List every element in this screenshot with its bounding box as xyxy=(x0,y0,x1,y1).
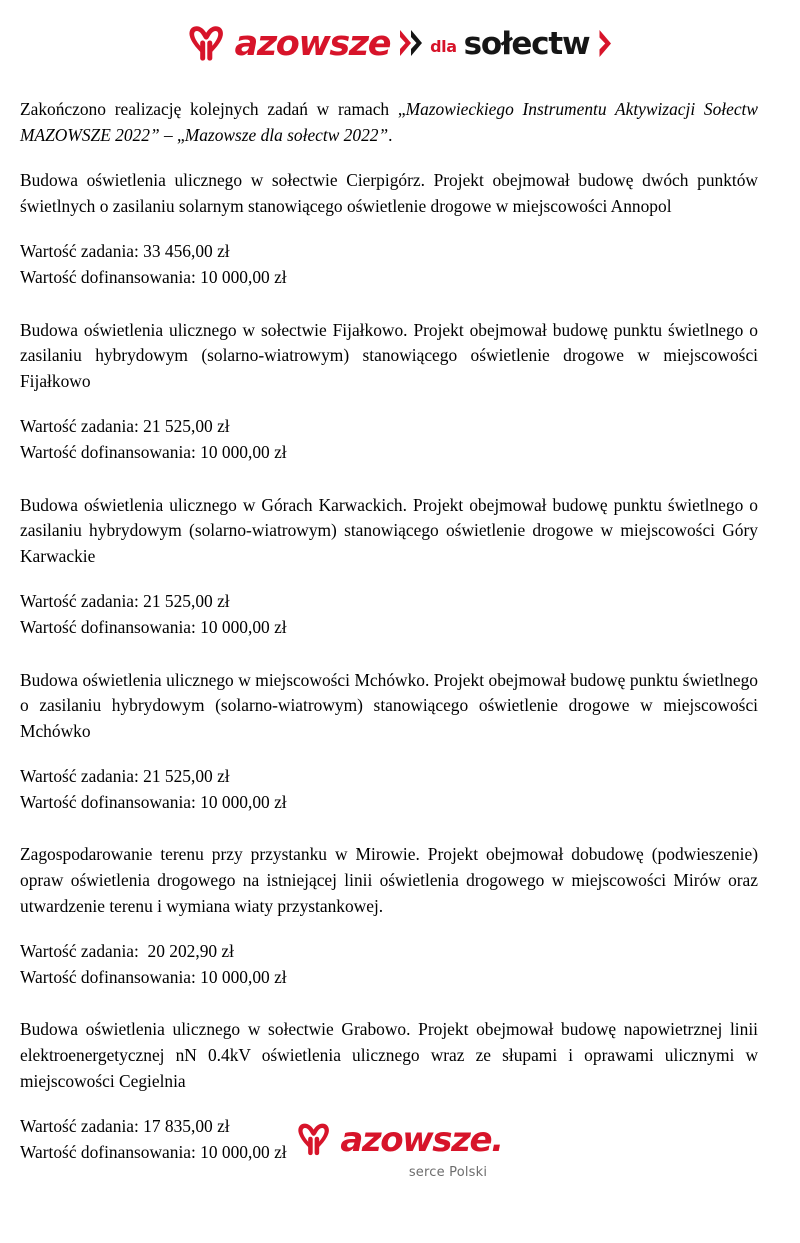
intro-text-before: Zakończono realizację kolejnych zadań w ramach xyxy=(20,99,398,119)
value-task: Wartość zadania: 21 525,00 zł xyxy=(20,416,230,437)
project-values xyxy=(20,414,758,465)
project-description: Budowa oświetlenia ulicznego w miejscowości Mchówko. Projekt obejmował budowę punktu świetlnego o zasilaniu hybrydowym (solarno-wiatrowym) stanowiącego oświetlenie drogowe w miejscowości Mchówko xyxy=(20,669,758,741)
project-block xyxy=(20,318,758,466)
footer-logo xyxy=(0,1116,800,1192)
intro-quote-open-2: „ xyxy=(177,124,185,145)
value-task: Wartość zadania: 21 525,00 zł xyxy=(20,591,230,612)
intro-period: . xyxy=(388,124,393,145)
value-funding: Wartość dofinansowania: 10 000,00 zł xyxy=(20,791,287,812)
footer-brand-word: azowsze. xyxy=(340,1120,503,1160)
intro-paragraph xyxy=(20,97,758,148)
project-block xyxy=(20,168,758,290)
value-task: Wartość zadania: 21 525,00 zł xyxy=(20,766,230,787)
project-block xyxy=(20,842,758,990)
project-values xyxy=(20,589,758,640)
project-description: Budowa oświetlenia ulicznego w sołectwie Grabowo. Projekt obejmował budowę napowietrznej linii elektroenergetycznej nN 0.4kV oświetlenia ulicznego wraz ze słupami i oprawami ulicznymi w miejscowości Cegielnia xyxy=(20,1019,758,1091)
header-chevron-group xyxy=(399,29,423,57)
project-description: Budowa oświetlenia ulicznego w sołectwie Fijałkowo. Projekt obejmował budowę punktu świetlnego o zasilaniu hybrydowym (solarno-wiatrowym) stanowiącego oświetlenie drogowe w miejscowości Fijałkowo xyxy=(20,319,758,391)
intro-italic-program-name: Mazowieckiego Instrumentu Aktywizacji Sołectw MAZOWSZE 2022” xyxy=(20,99,758,145)
project-values xyxy=(20,239,758,290)
footer-tagline: serce Polski xyxy=(408,1165,488,1180)
heart-m-icon xyxy=(297,1120,339,1158)
project-block xyxy=(20,493,758,641)
project-description: Zagospodarowanie terenu przy przystanku w Mirowie. Projekt obejmował dobudowę (podwieszenie) opraw oświetlenia drogowego na istniejącej linii oświetlenia drogowego w miejscowości Mirów oraz utwardzenie terenu i wymiana wiaty przystankowej. xyxy=(20,844,758,916)
header-brand-word: azowsze xyxy=(234,23,391,64)
value-task: Wartość zadania: 33 456,00 zł xyxy=(20,241,230,262)
intro-quote-open: „ xyxy=(397,99,406,119)
header-logo xyxy=(0,14,800,72)
project-block xyxy=(20,668,758,816)
project-description: Budowa oświetlenia ulicznego w Górach Karwackich. Projekt obejmował budowę punktu świetlnego o zasilaniu hybrydowym (solarno-wiatrowym) stanowiącego oświetlenie drogowe w miejscowości Góry Karwackie xyxy=(20,494,758,566)
value-funding: Wartość dofinansowania: 10 000,00 zł xyxy=(20,966,287,987)
footer-logo-row xyxy=(297,1116,502,1162)
value-funding: Wartość dofinansowania: 10 000,00 zł xyxy=(20,1141,287,1162)
value-funding: Wartość dofinansowania: 10 000,00 zł xyxy=(20,616,287,637)
header-logo-inner xyxy=(188,20,613,66)
value-task: Wartość zadania: 20 202,90 zł xyxy=(20,941,234,962)
heart-m-icon xyxy=(188,23,234,63)
chevron-right-icon xyxy=(410,29,423,57)
value-task: Wartość zadania: 17 835,00 zł xyxy=(20,1116,230,1137)
project-description: Budowa oświetlenia ulicznego w sołectwie Cierpigórz. Projekt obejmował budowę dwóch punktów świetlnych o zasilaniu solarnym stanowiącego oświetlenie drogowe w miejscowości Annopol xyxy=(20,170,758,216)
intro-italic-program-short: Mazowsze dla sołectw 2022” xyxy=(184,124,389,145)
chevron-right-icon xyxy=(598,29,612,58)
document-content xyxy=(20,97,758,1165)
value-funding: Wartość dofinansowania: 10 000,00 zł xyxy=(20,266,287,287)
header-second-word: sołectw xyxy=(463,25,590,62)
value-funding: Wartość dofinansowania: 10 000,00 zł xyxy=(20,441,287,462)
project-values xyxy=(20,939,758,990)
project-values xyxy=(20,764,758,815)
intro-dash: – xyxy=(159,124,178,145)
header-connector-word: dla xyxy=(430,36,457,56)
